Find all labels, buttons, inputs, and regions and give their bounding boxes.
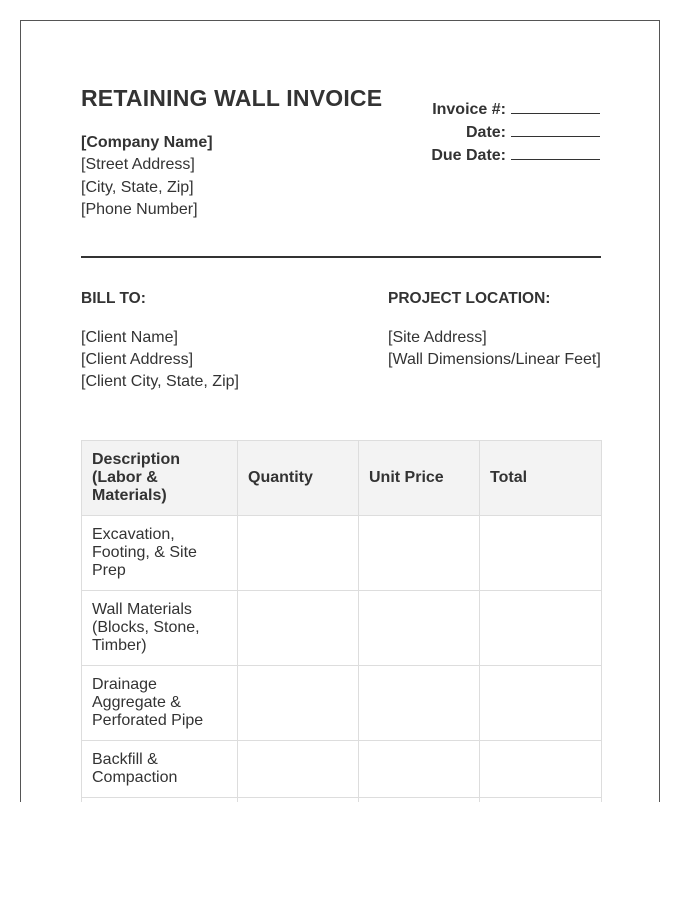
invoice-number-blank[interactable]	[511, 99, 600, 114]
invoice-number-label: Invoice #:	[432, 101, 506, 118]
row-description: Wall Materials (Blocks, Stone, Timber)	[82, 591, 238, 666]
table-row	[82, 798, 602, 803]
date-label: Date:	[465, 124, 506, 141]
column-header-quantity: Quantity	[238, 441, 359, 516]
column-header-total: Total	[480, 441, 602, 516]
company-block	[81, 132, 213, 221]
company-name: [Company Name]	[81, 134, 213, 151]
row-quantity-cell[interactable]	[238, 666, 359, 741]
row-total-cell[interactable]	[480, 666, 602, 741]
row-description: Backfill & Compaction	[82, 741, 238, 798]
row-quantity-cell[interactable]	[238, 591, 359, 666]
due-date-label: Due Date:	[431, 147, 506, 164]
row-total-cell[interactable]	[480, 798, 602, 803]
site-address: [Site Address]	[388, 329, 487, 346]
row-quantity-cell[interactable]	[238, 741, 359, 798]
row-unit-price-cell[interactable]	[359, 591, 480, 666]
table-row	[82, 741, 602, 798]
line-items-table	[81, 440, 602, 802]
client-address: [Client Address]	[81, 351, 194, 368]
bill-to-heading: BILL TO:	[81, 290, 146, 307]
company-street: [Street Address]	[81, 156, 195, 174]
invoice-title: RETAINING WALL INVOICE	[81, 85, 383, 111]
row-quantity-cell[interactable]	[238, 516, 359, 591]
row-unit-price-cell[interactable]	[359, 798, 480, 803]
date-blank[interactable]	[511, 122, 600, 137]
invoice-number-row	[431, 98, 600, 121]
row-total-cell[interactable]	[480, 516, 602, 591]
row-description	[82, 798, 238, 803]
table-header-row	[82, 441, 602, 516]
project-location-heading: PROJECT LOCATION:	[388, 290, 551, 307]
bill-to-block	[81, 327, 239, 393]
client-city: [Client City, State, Zip]	[81, 373, 239, 390]
company-phone: [Phone Number]	[81, 200, 198, 218]
invoice-page	[20, 20, 660, 802]
row-description: Drainage Aggregate & Perforated Pipe	[82, 666, 238, 741]
column-header-unit-price: Unit Price	[359, 441, 480, 516]
header-divider	[81, 256, 601, 258]
date-row	[431, 121, 600, 144]
client-name: [Client Name]	[81, 329, 178, 346]
due-date-row	[431, 144, 600, 167]
column-header-description: Description (Labor & Materials)	[82, 441, 238, 516]
row-total-cell[interactable]	[480, 591, 602, 666]
table-row	[82, 516, 602, 591]
row-total-cell[interactable]	[480, 741, 602, 798]
project-location-block	[388, 327, 601, 371]
row-quantity-cell[interactable]	[238, 798, 359, 803]
row-description: Excavation, Footing, & Site Prep	[82, 516, 238, 591]
row-unit-price-cell[interactable]	[359, 516, 480, 591]
invoice-meta	[431, 98, 600, 167]
row-unit-price-cell[interactable]	[359, 666, 480, 741]
company-city: [City, State, Zip]	[81, 178, 194, 196]
table-row	[82, 591, 602, 666]
due-date-blank[interactable]	[511, 145, 600, 160]
row-unit-price-cell[interactable]	[359, 741, 480, 798]
wall-dimensions: [Wall Dimensions/Linear Feet]	[388, 351, 601, 368]
table-row	[82, 666, 602, 741]
